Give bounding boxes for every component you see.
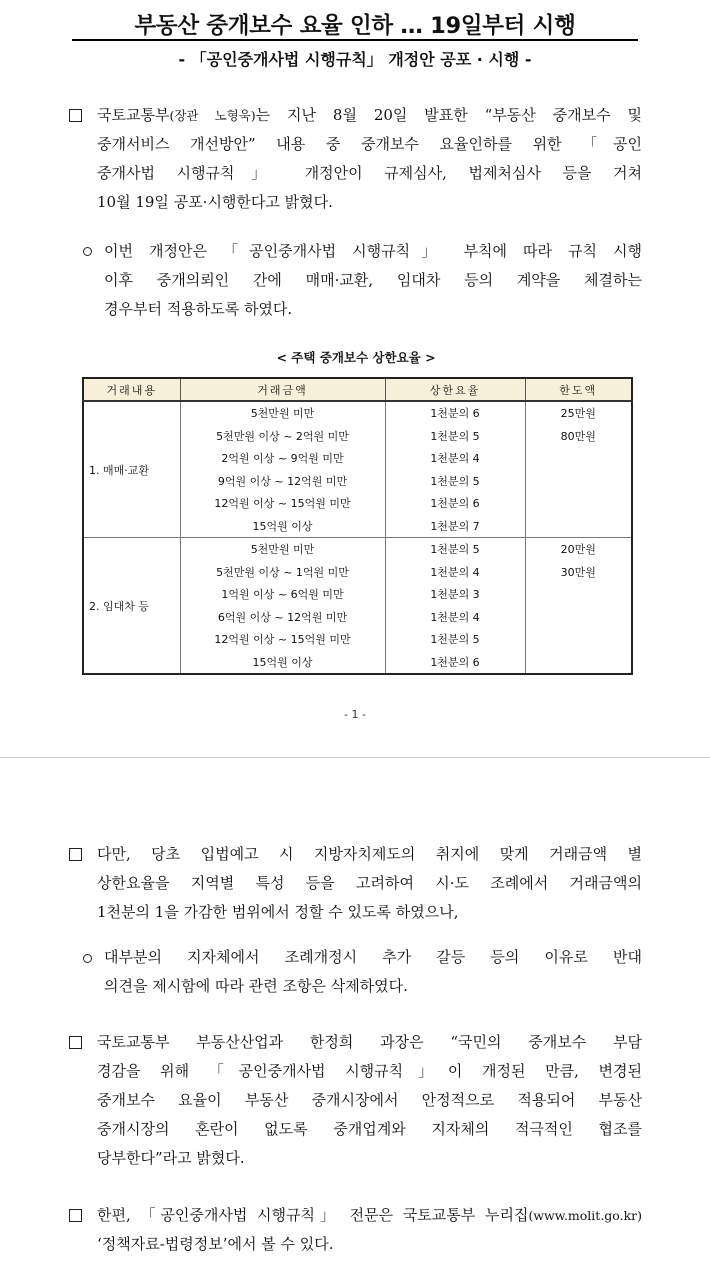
header-transaction-amount: 거래금액	[180, 378, 385, 401]
limit-cell	[525, 606, 632, 629]
document-page-2	[0, 760, 710, 1280]
amount-cell: 2억원 이상 ~ 9억원 미만	[180, 447, 385, 470]
amount-cell: 15억원 이상	[180, 651, 385, 675]
paragraph-line: 국토교통부(장관 노형욱)는 지난 8월 20일 발표한 “부동산 중개보수 및	[97, 106, 642, 124]
document-title: 부동산 중개보수 요율 인하 … 19일부터 시행	[134, 13, 576, 39]
paragraph-line: 중개보수 요율이 부동산 중개시장에서 안정적으로 적용되어 부동산	[97, 1091, 642, 1109]
amount-cell: 9억원 이상 ~ 12억원 미만	[180, 470, 385, 493]
table-row	[83, 538, 632, 561]
amount-cell: 5천만원 이상 ~ 1억원 미만	[180, 561, 385, 584]
paragraph-application	[104, 237, 642, 324]
header-max-rate: 상한요율	[385, 378, 525, 401]
paragraph-line: ‘정책자료-법령정보’에서 볼 수 있다.	[97, 1235, 334, 1253]
paragraph-ordinance	[97, 840, 642, 927]
paragraph-full-text-link	[97, 1201, 642, 1259]
rate-cell: 1천분의 5	[385, 425, 525, 448]
rate-cell: 1천분의 6	[385, 492, 525, 515]
limit-cell	[525, 447, 632, 470]
limit-cell	[525, 628, 632, 651]
limit-cell	[525, 492, 632, 515]
paragraph-line: 중개사법 시행규칙」 개정안이 규제심사, 법제처심사 등을 거쳐	[97, 164, 642, 182]
limit-cell	[525, 515, 632, 538]
limit-cell: 30만원	[560, 565, 596, 579]
amount-cell: 6억원 이상 ~ 12억원 미만	[180, 606, 385, 629]
limit-cell	[525, 470, 632, 493]
square-bullet-icon	[69, 848, 82, 861]
paragraph-line: 대부분의 지자체에서 조례개정시 추가 갈등 등의 이유로 반대	[104, 948, 642, 966]
paragraph-line: 1천분의 1을 가감한 범위에서 정할 수 있도록 하였으나,	[97, 903, 459, 921]
paragraph-line: 중개서비스 개선방안” 내용 중 중개보수 요율인하를 위한 「공인	[97, 135, 642, 153]
paragraph-line: 10월 19일 공포·시행한다고 밝혔다.	[97, 193, 333, 211]
paragraph-line: 당부한다”라고 밝혔다.	[97, 1149, 245, 1167]
amount-cell: 12억원 이상 ~ 15억원 미만	[180, 492, 385, 515]
rate-cell: 1천분의 5	[385, 470, 525, 493]
rate-cell: 1천분의 5	[385, 538, 525, 561]
table-row	[83, 401, 632, 425]
category-cell: 2. 임대차 등	[83, 538, 180, 675]
limit-cell	[525, 651, 632, 675]
square-bullet-icon	[69, 109, 82, 122]
paragraph-line: 경감을 위해 「공인중개사법 시행규칙」이 개정된 만큼, 변경된	[97, 1062, 642, 1080]
circle-bullet-icon	[83, 247, 92, 256]
table-caption: < 주택 중개보수 상한요율 >	[276, 350, 436, 365]
paragraph-director-quote	[97, 1028, 642, 1173]
paragraph-line: 국토교통부 부동산산업과 한정희 과장은 “국민의 중개보수 부담	[97, 1033, 642, 1051]
rate-cell: 1천분의 3	[385, 583, 525, 606]
header-transaction-type: 거래내용	[83, 378, 180, 401]
website-url: (www.molit.go.kr)	[528, 1208, 642, 1223]
amount-cell: 5천만원 이상 ~ 2억원 미만	[180, 425, 385, 448]
limit-cell: 25만원	[560, 407, 596, 421]
amount-cell: 5천만원 미만	[180, 538, 385, 561]
limit-cell	[525, 583, 632, 606]
paragraph-line: 의견을 제시함에 따라 관련 조항은 삭제하였다.	[104, 977, 408, 995]
paragraph-line: 경우부터 적용하도록 하였다.	[104, 300, 293, 318]
square-bullet-icon	[69, 1036, 82, 1049]
paragraph-line: 한편, 「공인중개사법 시행규칙」 전문은 국토교통부 누리집(www.molit.go.kr)	[97, 1206, 642, 1224]
amount-cell: 1억원 이상 ~ 6억원 미만	[180, 583, 385, 606]
amount-cell: 5천만원 미만	[180, 401, 385, 425]
amount-cell: 12억원 이상 ~ 15억원 미만	[180, 628, 385, 651]
document-subtitle: - 「공인중개사법 시행규칙」 개정안 공포 · 시행 -	[178, 50, 532, 69]
rate-cell: 1천분의 5	[385, 628, 525, 651]
category-cell: 1. 매매·교환	[83, 401, 180, 538]
paragraph-deletion	[104, 943, 642, 1001]
square-bullet-icon	[69, 1209, 82, 1222]
paragraph-line: 다만, 당초 입법예고 시 지방자치제도의 취지에 맞게 거래금액 별	[97, 845, 642, 863]
rate-cell: 1천분의 6	[385, 651, 525, 675]
rate-cell: 1천분의 6	[385, 401, 525, 425]
paragraph-line: 이후 중개의뢰인 간에 매매·교환, 임대차 등의 계약을 체결하는	[104, 271, 642, 289]
rate-cell: 1천분의 7	[385, 515, 525, 538]
paragraph-line: 상한요율을 지역별 특성 등을 고려하여 시·도 조례에서 거래금액의	[97, 874, 642, 892]
brokerage-rate-table	[82, 377, 633, 675]
table-header-row	[83, 378, 632, 401]
rate-cell: 1천분의 4	[385, 561, 525, 584]
circle-bullet-icon	[83, 954, 92, 963]
rate-cell: 1천분의 4	[385, 447, 525, 470]
paragraph-announcement	[97, 101, 642, 217]
amount-cell: 15억원 이상	[180, 515, 385, 538]
page-divider	[0, 757, 710, 758]
rate-cell: 1천분의 4	[385, 606, 525, 629]
paragraph-line: 중개시장의 혼란이 없도록 중개업계와 지자체의 적극적인 협조를	[97, 1120, 642, 1138]
header-limit-amount: 한도액	[525, 378, 632, 401]
title-underline	[72, 39, 638, 41]
limit-cell: 80만원	[560, 429, 596, 443]
page-number: - 1 -	[344, 708, 366, 721]
limit-cell: 20만원	[560, 543, 596, 557]
paragraph-line: 이번 개정안은 「공인중개사법 시행규칙」 부칙에 따라 규칙 시행	[104, 242, 642, 260]
